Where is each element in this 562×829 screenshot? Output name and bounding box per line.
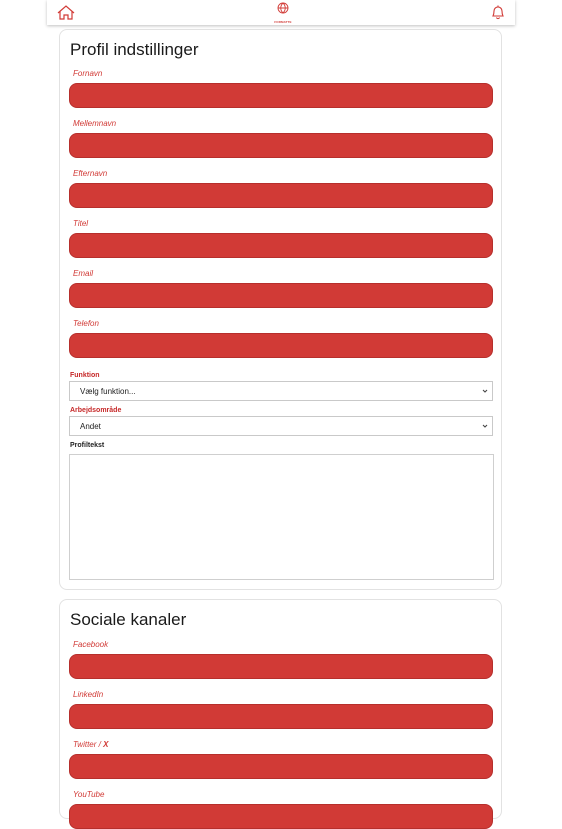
profile-text-area[interactable] (69, 454, 494, 580)
work-area-select-value: Andet (80, 421, 101, 431)
phone-input[interactable] (69, 333, 493, 358)
function-select[interactable] (69, 381, 493, 401)
linkedin-label: LinkedIn (73, 690, 104, 699)
profile-settings-card (59, 29, 502, 590)
social-channels-title: Sociale kanaler (70, 610, 187, 629)
last-name-label: Efternavn (73, 169, 108, 178)
youtube-input[interactable] (69, 804, 493, 829)
linkedin-input[interactable] (69, 704, 493, 729)
bell-icon[interactable] (491, 5, 505, 20)
social-channels-card (59, 599, 502, 819)
facebook-input[interactable] (69, 654, 493, 679)
title-label: Titel (73, 219, 89, 228)
middle-name-input[interactable] (69, 133, 493, 158)
facebook-label: Facebook (73, 640, 109, 649)
profile-text-label: Profiltekst (70, 442, 105, 449)
work-area-label: Arbejdsområde (70, 407, 122, 414)
profile-settings-title: Profil indstillinger (70, 40, 199, 59)
youtube-label: YouTube (73, 790, 105, 799)
last-name-input[interactable] (69, 183, 493, 208)
chevron-down-icon (481, 387, 489, 397)
twitter-label (73, 740, 108, 749)
first-name-label: Fornavn (73, 69, 103, 78)
work-area-select[interactable] (69, 416, 493, 436)
chevron-down-icon (481, 422, 489, 432)
top-nav-bar (47, 0, 515, 25)
email-input[interactable] (69, 283, 493, 308)
twitter-label-x: X (103, 740, 109, 749)
twitter-label-prefix: Twitter / (73, 740, 104, 749)
home-icon[interactable] (57, 5, 75, 20)
middle-name-label: Mellemnavn (73, 119, 117, 128)
app-logo[interactable] (274, 1, 291, 24)
twitter-input[interactable] (69, 754, 493, 779)
email-label: Email (73, 269, 94, 278)
function-select-value: Vælg funktion... (80, 386, 136, 396)
first-name-input[interactable] (69, 83, 493, 108)
title-input[interactable] (69, 233, 493, 258)
logo-text: FORMATTE (274, 20, 292, 24)
function-label: Funktion (70, 372, 100, 379)
globe-logo-icon (277, 1, 289, 19)
phone-label: Telefon (73, 319, 99, 328)
